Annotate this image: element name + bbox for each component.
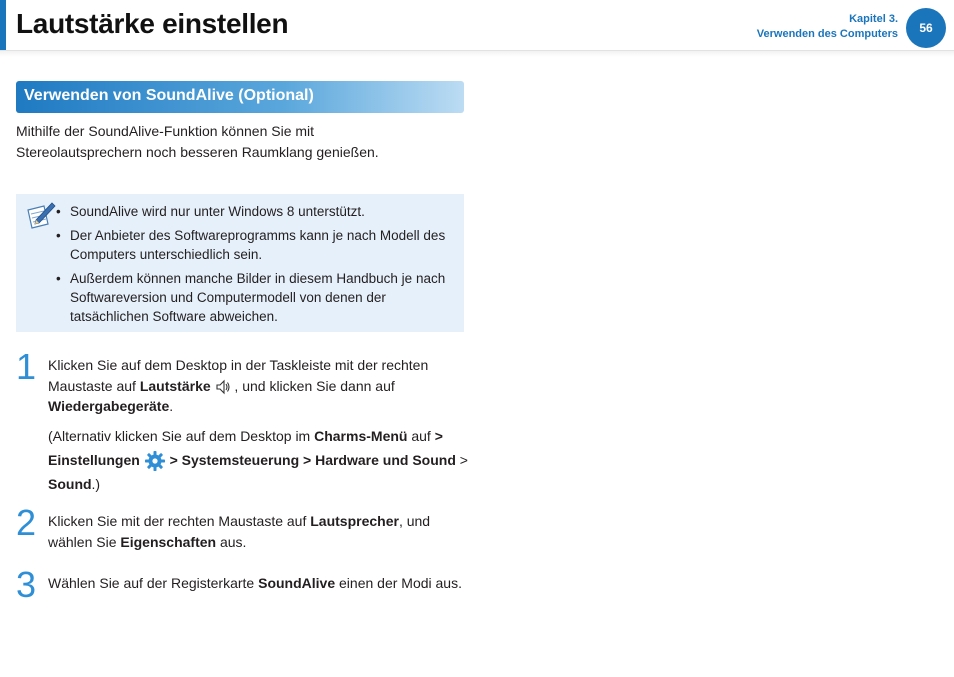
intro-line: Stereolautsprechern noch besseren Raumklang genießen. xyxy=(16,144,379,160)
ui-term: Wiedergabegeräte xyxy=(48,398,170,414)
bullet: • xyxy=(56,204,61,219)
ui-term: Charms-Menü xyxy=(314,427,408,444)
header-accent-bar xyxy=(0,0,6,52)
step-text-part: Klicken Sie mit der rechten Maustaste auf xyxy=(48,513,311,529)
speaker-icon xyxy=(215,379,231,395)
step-number: 2 xyxy=(16,502,37,543)
list-item xyxy=(56,202,454,221)
chapter-number: Kapitel 3. xyxy=(849,13,898,25)
step-2 xyxy=(16,502,468,552)
page-title: Lautstärke einstellen xyxy=(16,8,289,39)
bullet: • xyxy=(56,228,61,243)
note-text: Außerdem können manche Bilder in diesem Handbuch je nach Softwareversion und Computermodell von denen der tatsächlichen Software abweichen. xyxy=(70,271,446,324)
step-number: 1 xyxy=(16,346,37,387)
ui-term: Lautstärke xyxy=(139,377,211,394)
step-text xyxy=(48,511,468,552)
bullet: • xyxy=(56,271,61,286)
header-divider xyxy=(0,50,954,57)
step-text-part: Klicken Sie auf dem Desktop in der Taskleiste mit der rechten Maustaste auf xyxy=(48,357,429,394)
chapter-title: Verwenden des Computers xyxy=(756,28,898,40)
page-number-badge: 56 xyxy=(906,8,946,48)
ui-term: > Systemsteuerung > Hardware und Sound xyxy=(165,451,456,468)
step-text-part: .) xyxy=(91,475,101,492)
chapter-label xyxy=(757,12,898,42)
note-pencil-icon xyxy=(24,200,56,230)
intro-paragraph xyxy=(16,121,456,163)
step-text-part: Wählen Sie auf der Registerkarte xyxy=(48,575,259,591)
ui-term: SoundAlive xyxy=(258,575,336,591)
gear-icon xyxy=(144,450,166,472)
step-text-part: . xyxy=(169,398,174,414)
ui-term: Sound xyxy=(48,475,92,492)
step-text-part: , und wählen Sie xyxy=(48,513,431,550)
ui-term: Lautsprecher xyxy=(310,513,399,529)
step-1 xyxy=(16,346,468,496)
step-number: 3 xyxy=(16,564,37,605)
step-text-part: aus. xyxy=(216,533,247,550)
step-text-part: einen der Modi aus. xyxy=(335,575,462,591)
note-list xyxy=(56,202,454,326)
step-text-part: auf xyxy=(407,427,435,444)
intro-line: Mithilfe der SoundAlive-Funktion können Sie mit xyxy=(16,123,315,139)
note-text: Der Anbieter des Softwareprogramms kann je nach Modell des Computers unterschiedlich sein. xyxy=(70,228,446,262)
ui-term: Eigenschaften xyxy=(120,533,217,550)
note-text: SoundAlive wird nur unter Windows 8 unterstützt. xyxy=(70,204,365,219)
step-text-part: (Alternativ klicken Sie auf dem Desktop im xyxy=(48,427,315,444)
step-alternative xyxy=(48,424,468,496)
list-item xyxy=(56,226,454,264)
step-text xyxy=(48,573,468,594)
note-box xyxy=(16,194,464,332)
step-text-part: > xyxy=(455,451,468,468)
section-heading: Verwenden von SoundAlive (Optional) xyxy=(16,81,464,113)
step-text xyxy=(48,355,468,417)
ui-term: > Einstellungen xyxy=(48,427,443,468)
list-item xyxy=(56,269,454,326)
step-3 xyxy=(16,564,468,605)
step-text-part: , und klicken Sie dann auf xyxy=(230,377,395,394)
